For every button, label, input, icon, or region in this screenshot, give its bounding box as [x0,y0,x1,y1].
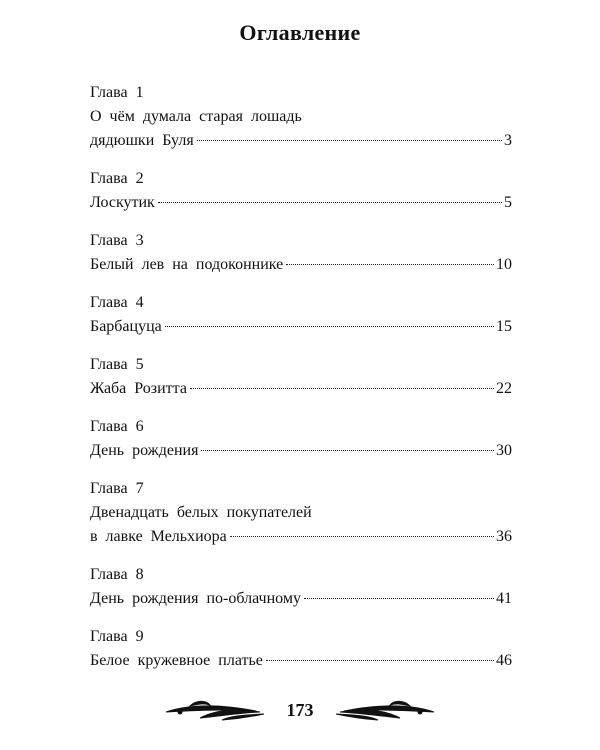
page-number: 5 [504,194,512,211]
toc-entry [90,232,512,294]
chapter-label: Глава 6 [90,418,144,435]
chapter-title-text: День рождения [90,442,199,459]
chapter-title-text: дядюшки Буля [90,132,194,149]
dot-leader [158,202,502,203]
dot-leader [266,660,494,661]
chapter-title-line [90,256,512,280]
page-footer [0,696,600,726]
chapter-title-text: в лавке Мельхиора [90,528,227,545]
toc-entry [90,356,512,418]
dot-leader [201,450,494,451]
chapter-title-line [90,318,512,342]
chapter-title-text: День рождения по-облачному [90,590,301,607]
chapter-label: Глава 4 [90,294,144,311]
chapter-title-text: О чём думала старая лошадь [90,108,302,125]
dot-leader [230,536,494,537]
chapter-label: Глава 8 [90,566,144,583]
chapter-label: Глава 7 [90,480,144,497]
chapter-title-line [90,590,512,614]
chapter-title-line [90,194,512,218]
toc-entry [90,294,512,356]
toc-entry [90,628,512,690]
dot-leader [190,388,494,389]
chapter-title-text: Барбацуца [90,318,162,335]
page-number: 36 [496,528,512,545]
page-number-footer: 173 [286,700,314,720]
chapter-title-text: Лоскутик [90,194,155,211]
chapter-title-text: Белое кружевное платье [90,652,263,669]
page-number: 10 [496,256,512,273]
chapter-title-line [90,380,512,404]
dot-leader [304,598,494,599]
chapter-title-line [90,652,512,676]
dot-leader [165,326,494,327]
toc-entry [90,418,512,480]
chapter-label: Глава 9 [90,628,144,645]
chapter-title-line [90,528,512,552]
page-number: 46 [496,652,512,669]
chapter-title-line [90,504,512,528]
page-number: 15 [496,318,512,335]
page-number: 41 [496,590,512,607]
chapter-title-text: Жаба Розитта [90,380,187,397]
chapter-title-line [90,442,512,466]
chapter-label: Глава 2 [90,170,144,187]
toc-entry [90,480,512,566]
toc-entry [90,170,512,232]
dot-leader [197,140,502,141]
chapter-title-text: Белый лев на подоконнике [90,256,284,273]
page-number: 3 [504,132,512,149]
chapter-title-line [90,132,512,156]
page-number: 22 [496,380,512,397]
page-title: Оглавление [239,20,361,45]
dot-leader [286,264,494,265]
table-of-contents [90,84,512,690]
toc-entry [90,84,512,170]
page-number: 30 [496,442,512,459]
chapter-label: Глава 3 [90,232,144,249]
chapter-title-text: Двенадцать белых покупателей [90,504,312,521]
chapter-title-line [90,108,512,132]
chapter-label: Глава 5 [90,356,144,373]
chapter-label: Глава 1 [90,84,144,101]
toc-entry [90,566,512,628]
